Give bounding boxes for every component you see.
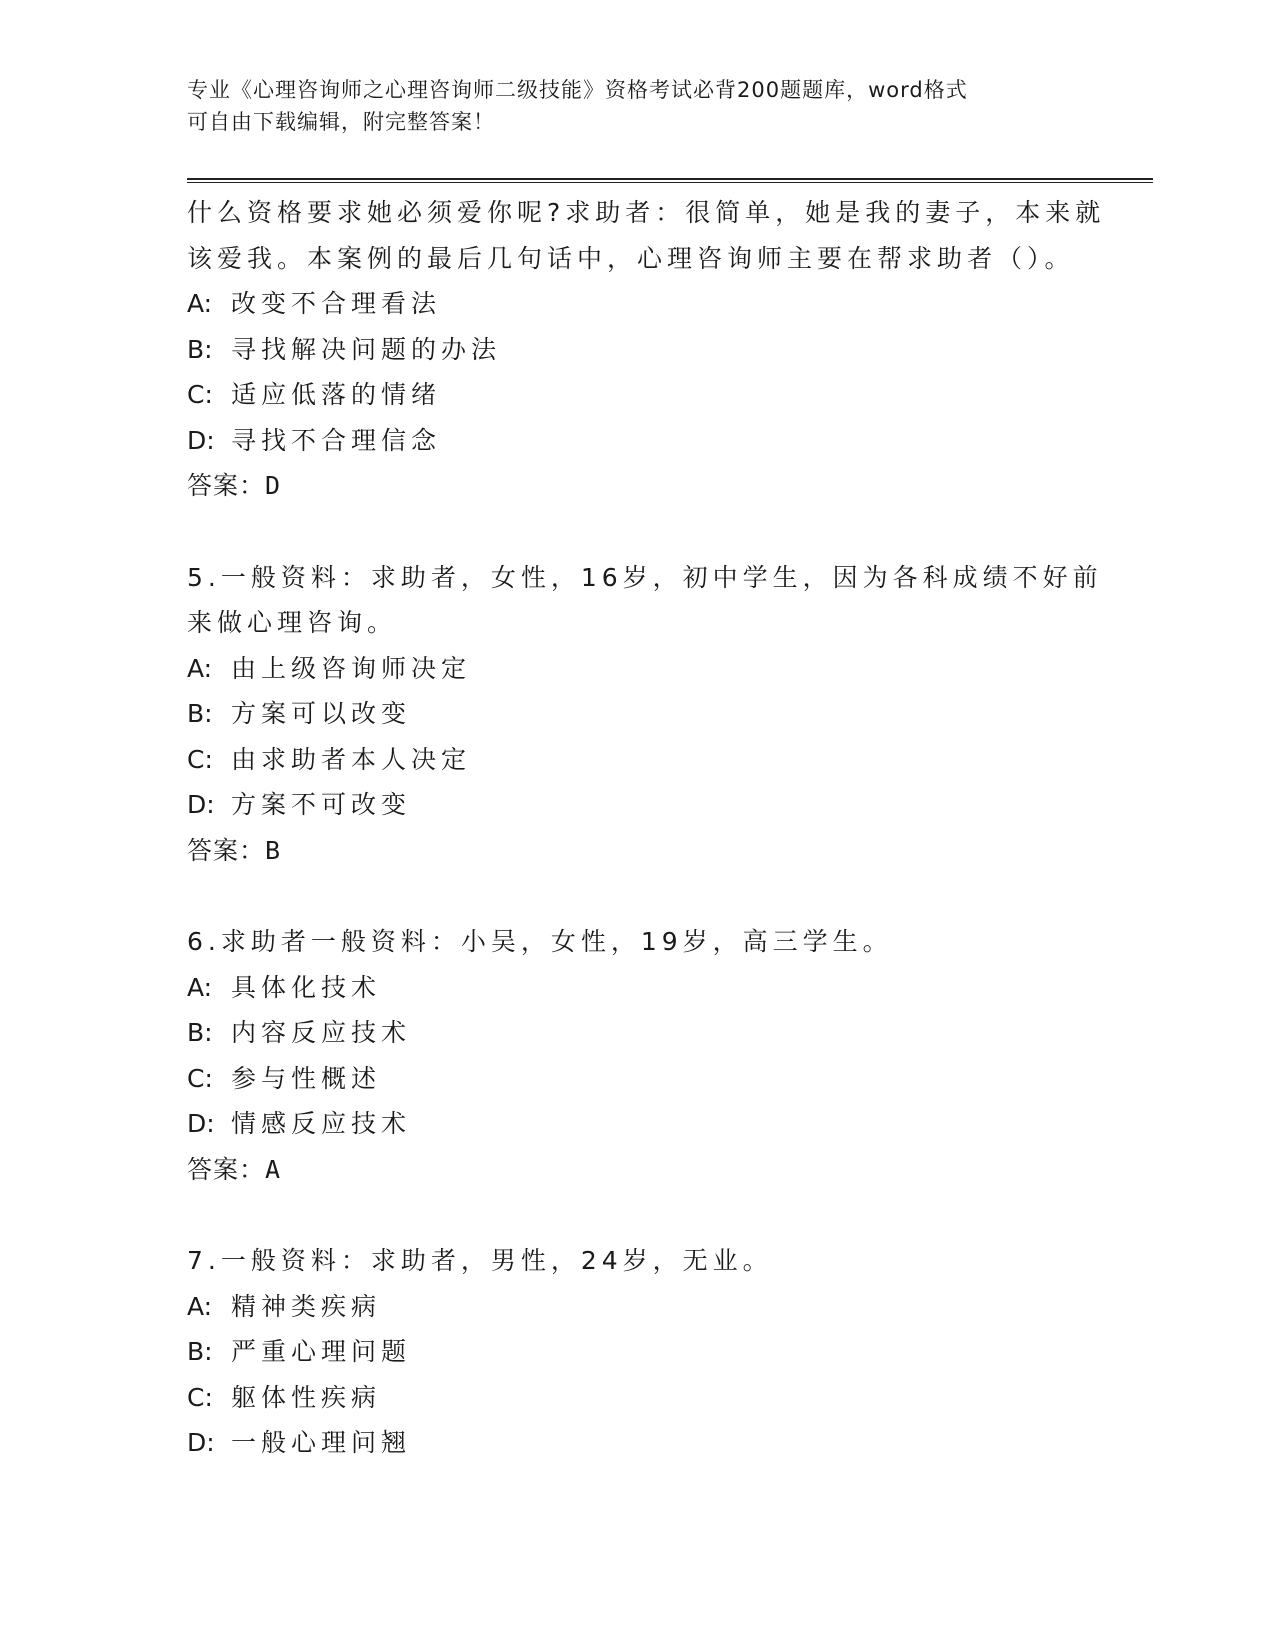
question-stem-line: 6.求助者一般资料：小吴，女性，19岁，高三学生。 xyxy=(187,927,893,956)
option-a xyxy=(187,281,1087,327)
page-header xyxy=(187,74,1087,138)
header-line-1: 专业《心理咨询师之心理咨询师二级技能》资格考试必背200题题库，word格式 xyxy=(187,78,968,102)
question-list xyxy=(187,190,1106,1466)
option-key: C: xyxy=(187,744,213,774)
option-key: A: xyxy=(187,653,213,683)
option-key: B: xyxy=(187,334,213,364)
option-text: 由求助者本人决定 xyxy=(231,744,472,774)
answer-line xyxy=(187,1147,1087,1193)
option-key: C: xyxy=(187,1063,213,1093)
question-stem-line: 什么资格要求她必须爱你呢?求助者：很简单，她是我的妻子，本来就 xyxy=(187,198,1106,227)
option-b xyxy=(187,691,1087,737)
option-key: D: xyxy=(187,1109,215,1138)
option-key: C: xyxy=(187,1382,213,1412)
option-text: 方案不可改变 xyxy=(231,790,412,819)
option-key: B: xyxy=(187,699,213,728)
option-text: 改变不合理看法 xyxy=(231,289,442,318)
question-stem-line: 来做心理咨询。 xyxy=(187,608,398,637)
answer-line xyxy=(187,828,1087,874)
option-text: 躯体性疾病 xyxy=(231,1382,382,1412)
question-stem-line: 5.一般资料：求助者，女性，16岁，初中学生，因为各科成绩不好前 xyxy=(187,562,1103,592)
option-key: B: xyxy=(187,1337,213,1366)
option-text: 一般心理问翘 xyxy=(231,1428,412,1457)
option-a xyxy=(187,646,1087,692)
question-stem-line: 该爱我。本案例的最后几句话中，心理咨询师主要在帮求助者（）。 xyxy=(187,243,1075,273)
option-text: 参与性概述 xyxy=(231,1063,382,1093)
option-text: 精神类疾病 xyxy=(231,1291,382,1321)
option-text: 情感反应技术 xyxy=(231,1109,412,1138)
option-c xyxy=(187,372,1087,418)
option-c xyxy=(187,1375,1087,1421)
option-b xyxy=(187,327,1087,373)
option-key: B: xyxy=(187,1018,213,1047)
header-divider xyxy=(187,178,1153,183)
question-continued xyxy=(187,190,1106,509)
option-text: 方案可以改变 xyxy=(231,699,412,728)
option-text: 由上级咨询师决定 xyxy=(231,653,472,683)
option-key: D: xyxy=(187,1428,215,1457)
option-text: 内容反应技术 xyxy=(231,1018,412,1047)
option-d xyxy=(187,418,1087,464)
option-d xyxy=(187,1101,1087,1147)
option-key: D: xyxy=(187,425,215,455)
answer-value: D xyxy=(265,471,282,500)
option-key: C: xyxy=(187,380,213,409)
option-b xyxy=(187,1010,1087,1056)
option-a xyxy=(187,965,1087,1011)
option-key: A: xyxy=(187,1291,213,1321)
option-text: 适应低落的情绪 xyxy=(231,380,442,409)
answer-label: 答案： xyxy=(187,1154,266,1184)
question-stem-line: 7.一般资料：求助者，男性，24岁，无业。 xyxy=(187,1246,773,1275)
question-6 xyxy=(187,919,1087,1192)
answer-line xyxy=(187,463,1087,509)
option-key: A: xyxy=(187,289,213,318)
option-text: 寻找解决问题的办法 xyxy=(231,334,502,364)
option-text: 具体化技术 xyxy=(231,972,382,1002)
option-a xyxy=(187,1284,1087,1330)
answer-value: B xyxy=(265,835,282,865)
option-d xyxy=(187,1420,1087,1466)
question-5 xyxy=(187,555,1103,874)
answer-label: 答案： xyxy=(187,471,266,500)
option-b xyxy=(187,1329,1087,1375)
option-text: 寻找不合理信念 xyxy=(231,425,442,455)
option-text: 严重心理问题 xyxy=(231,1337,412,1366)
header-line-2: 可自由下载编辑，附完整答案！ xyxy=(187,110,495,134)
answer-label: 答案： xyxy=(187,835,266,865)
question-7 xyxy=(187,1238,1087,1466)
option-d xyxy=(187,782,1087,828)
option-key: A: xyxy=(187,972,213,1002)
option-c xyxy=(187,737,1087,783)
option-c xyxy=(187,1056,1087,1102)
answer-value: A xyxy=(265,1154,282,1184)
option-key: D: xyxy=(187,790,215,819)
